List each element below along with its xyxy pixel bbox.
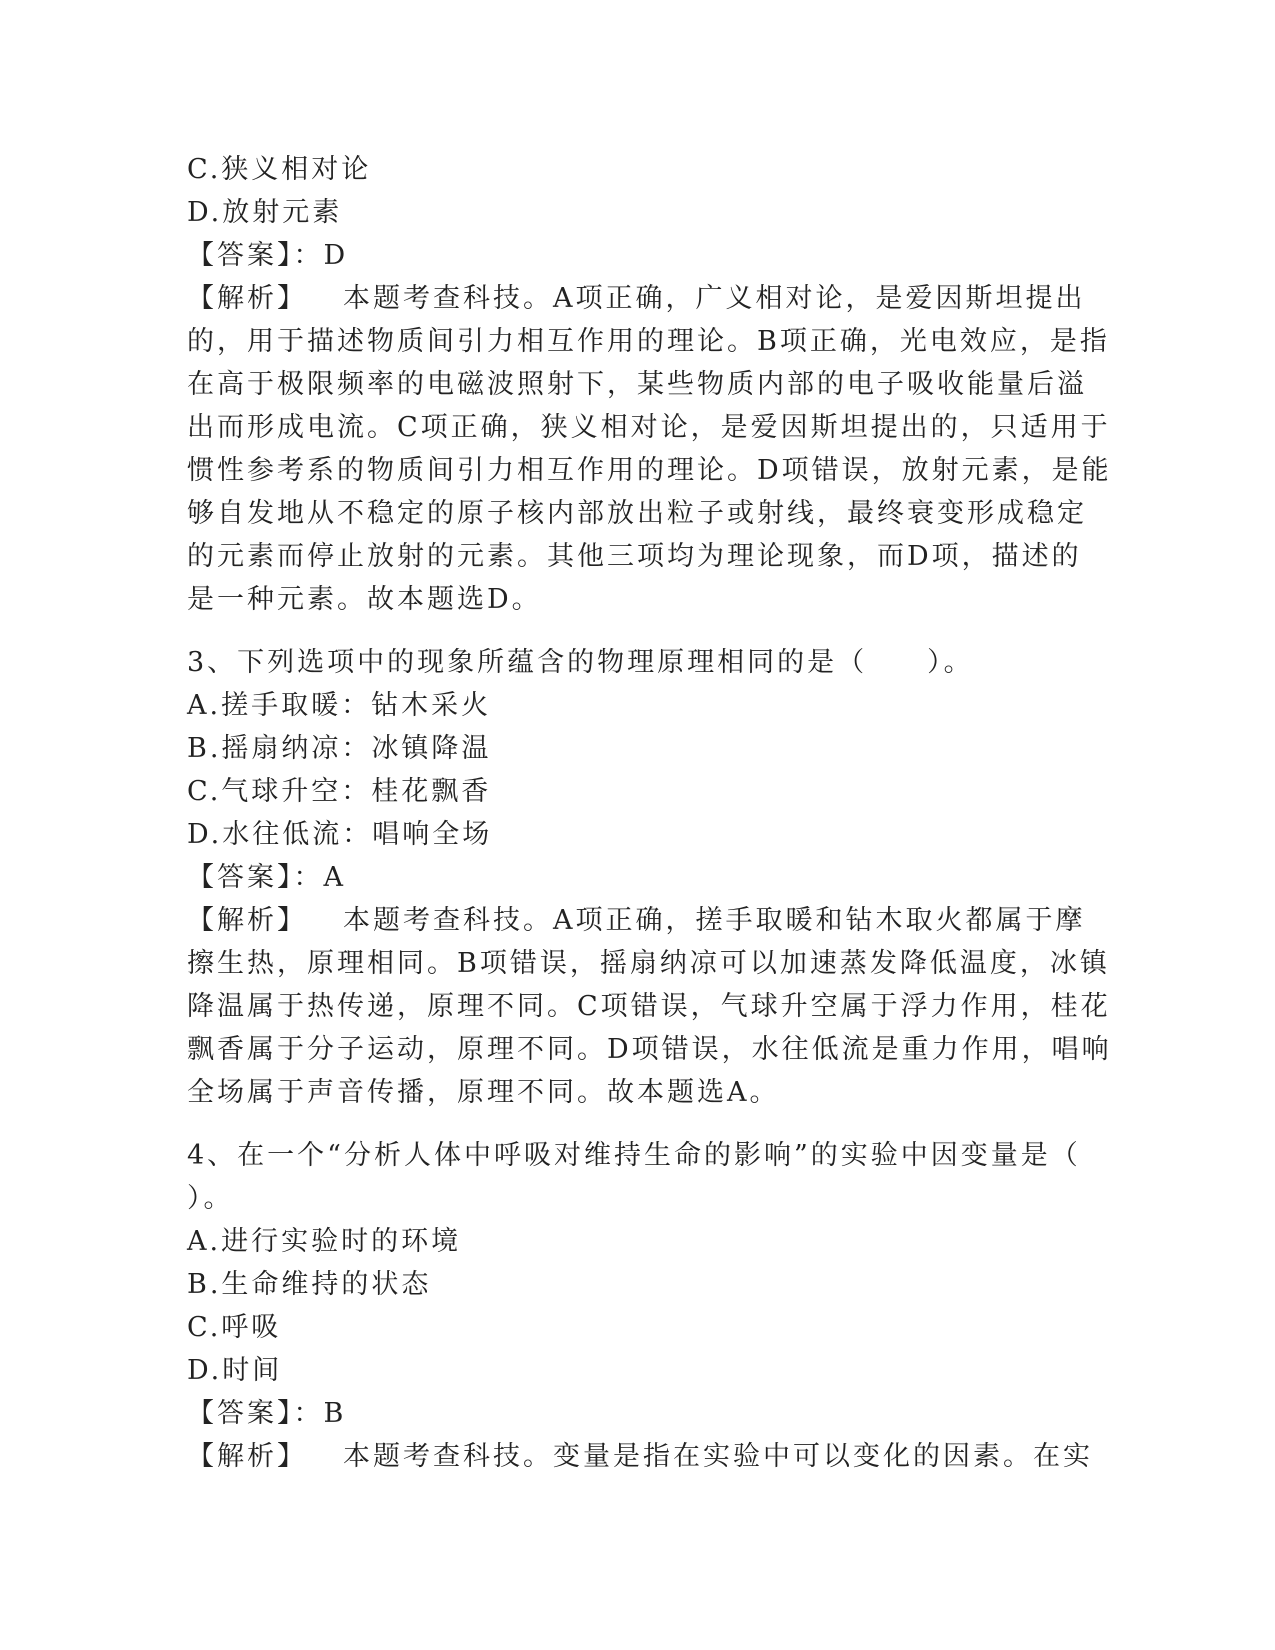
q2-option-c: C.狭义相对论: [187, 154, 372, 185]
q2-analysis-text: 本题考查科技。A项正确，广义相对论，是爱因斯坦提出: [343, 283, 1086, 314]
q4-answer: [187, 1392, 1087, 1435]
q2-analysis-line: [187, 277, 1087, 320]
q3-analysis-label: 【解析】: [187, 905, 307, 936]
q3-answer-value: ：A: [293, 862, 346, 893]
q3-answer-label: 【答案】: [187, 862, 294, 893]
q4-stem-line-2: ）。: [187, 1183, 234, 1214]
q2-answer: [187, 234, 1087, 277]
q3-stem: 3、下列选项中的现象所蕴含的物理原理相同的是（ ）。: [187, 647, 974, 678]
q2-analysis-line: 是一种元素。故本题选D。: [187, 584, 542, 615]
q3-option-c: C.气球升空：桂花飘香: [187, 776, 492, 807]
q4-option-c: C.呼吸: [187, 1312, 282, 1343]
q4-analysis-text: 本题考查科技。变量是指在实验中可以变化的因素。在实: [343, 1441, 1093, 1472]
q3-analysis-text: 本题考查科技。A项正确，搓手取暖和钻木取火都属于摩: [343, 905, 1086, 936]
q4-answer-value: ：B: [293, 1398, 347, 1429]
q3-option-b: B.摇扇纳凉：冰镇降温: [187, 733, 492, 764]
q3-answer: [187, 856, 1087, 899]
q3-option-d: D.水往低流：唱响全场: [187, 819, 493, 850]
q2-analysis-line: 的，用于描述物质间引力相互作用的理论。B项正确，光电效应，是指: [187, 326, 1110, 357]
q2-analysis-label: 【解析】: [187, 283, 307, 314]
q3-option-a: A.搓手取暖：钻木采火: [187, 690, 492, 721]
q2-analysis-line: 够自发地从不稳定的原子核内部放出粒子或射线，最终衰变形成稳定: [187, 498, 1087, 529]
document-page: [187, 148, 1112, 1478]
q4-answer-label: 【答案】: [187, 1398, 294, 1429]
q3-analysis-line: 全场属于声音传播，原理不同。故本题选A。: [187, 1077, 780, 1108]
q4-analysis-label: 【解析】: [187, 1441, 307, 1472]
q3-analysis-line: 飘香属于分子运动，原理不同。D项错误，水往低流是重力作用，唱响: [187, 1034, 1112, 1065]
q2-analysis-line: 惯性参考系的物质间引力相互作用的理论。D项错误，放射元素，是能: [187, 455, 1112, 486]
q2-analysis-line: 的元素而停止放射的元素。其他三项均为理论现象，而D项，描述的: [187, 541, 1082, 572]
q2-answer-label: 【答案】: [187, 240, 294, 271]
q4-option-b: B.生命维持的状态: [187, 1269, 432, 1300]
q2-analysis-line: 在高于极限频率的电磁波照射下，某些物质内部的电子吸收能量后溢: [187, 369, 1087, 400]
q3-analysis-line: 擦生热，原理相同。B项错误，摇扇纳凉可以加速蒸发降低温度，冰镇: [187, 948, 1110, 979]
q2-analysis-line: 出而形成电流。C项正确，狭义相对论，是爱因斯坦提出的，只适用于: [187, 412, 1111, 443]
q2-option-d: D.放射元素: [187, 197, 343, 228]
q3-analysis-line: [187, 899, 1087, 942]
q3-analysis-line: 降温属于热传递，原理不同。C项错误，气球升空属于浮力作用，桂花: [187, 991, 1111, 1022]
q4-option-d: D.时间: [187, 1355, 283, 1386]
q4-option-a: A.进行实验时的环境: [187, 1226, 462, 1257]
q4-stem-line-1: 4、在一个“分析人体中呼吸对维持生命的影响”的实验中因变量是（: [187, 1140, 1081, 1171]
q4-analysis-line: [187, 1435, 1093, 1478]
q2-answer-value: ：D: [293, 240, 349, 271]
